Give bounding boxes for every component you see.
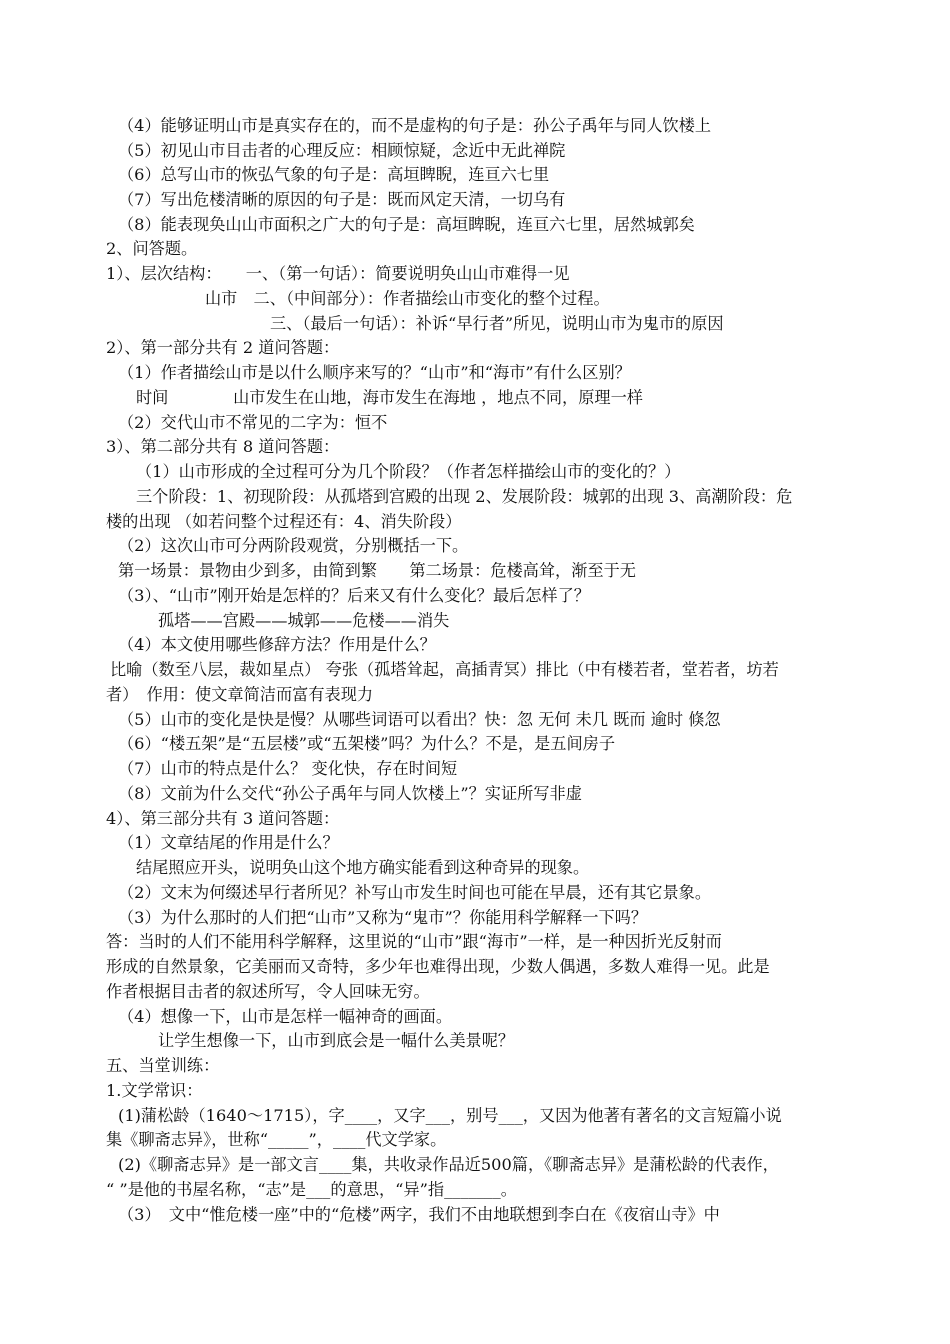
text-line: 作者根据目击者的叙述所写，令人回味无穷。 [106, 982, 430, 1001]
text-line: （5）初见山市目击者的心理反应：相顾惊疑，念近中无此禅院 [118, 141, 566, 160]
section-heading: 五、当堂训练： [106, 1056, 220, 1075]
text-line: （3） 文中“惟危楼一座”中的“危楼”两字，我们不由地联想到李白在《夜宿山寺》中 [118, 1205, 720, 1224]
text-line: （2）交代山市不常见的二字为：恒不 [118, 413, 388, 432]
text-line: （5）山市的变化是快是慢？从哪些词语可以看出？快：忽 无何 未几 既而 逾时 倏忽 [118, 710, 721, 729]
text-line: （3）为什么那时的人们把“山市”又称为“鬼市”？你能用科学解释一下吗？ [118, 908, 648, 927]
section-heading: 3）、第二部分共有 8 道问答题： [106, 437, 340, 456]
text-line: （6）总写山市的恢弘气象的句子是：高垣睥睨，连亘六七里 [118, 165, 550, 184]
text-line: “ ”是他的书屋名称，“志”是___的意思，“异”指_______。 [106, 1180, 517, 1199]
text-line: （2）文末为何缀述早行者所见？补写山市发生时间也可能在早晨，还有其它景象。 [118, 883, 712, 902]
text-line: （6）“楼五架”是“五层楼”或“五架楼”吗？为什么？不是，是五间房子 [118, 734, 616, 753]
text-line: （4）本文使用哪些修辞方法？作用是什么？ [118, 635, 436, 654]
text-line: 1）、层次结构： 一、（第一句话）：简要说明奂山山市难得一见 [106, 264, 570, 283]
text-line: （8）文前为什么交代“孙公子禹年与同人饮楼上”？实证所写非虚 [118, 784, 582, 803]
text-line: 结尾照应开头，说明奂山这个地方确实能看到这种奇异的现象。 [136, 858, 590, 877]
text-line: 让学生想像一下，山市到底会是一幅什么美景呢？ [158, 1031, 515, 1050]
text-line: （7）山市的特点是什么？ 变化快，存在时间短 [118, 759, 458, 778]
text-line: （4）能够证明山市是真实存在的，而不是虚构的句子是：孙公子禹年与同人饮楼上 [118, 116, 712, 135]
text-line: 孤塔——宫殿——城郭——危楼——消失 [158, 611, 450, 630]
text-line: （1）作者描绘山市是以什么顺序来写的？“山市”和“海市”有什么区别？ [118, 363, 631, 382]
text-line: 三个阶段：1、初现阶段：从孤塔到宫殿的出现 2、发展阶段：城郭的出现 3、高潮阶段：危 [136, 487, 793, 506]
text-line: 三、（最后一句话）：补诉“早行者”所见，说明山市为鬼市的原因 [270, 314, 724, 333]
text-line: （7）写出危楼清晰的原因的句子是：既而风定天清，一切乌有 [118, 190, 566, 209]
text-line: （8）能表现奂山山市面积之广大的句子是：高垣睥睨，连亘六七里，居然城郭矣 [118, 215, 695, 234]
section-heading: 1.文学常识： [106, 1081, 203, 1100]
text-line: 第一场景：景物由少到多，由简到繁 第二场景：危楼高耸，渐至于无 [118, 561, 636, 580]
text-line: 者） 作用：使文章简洁而富有表现力 [106, 685, 374, 704]
text-line: （1）山市形成的全过程可分为几个阶段？（作者怎样描绘山市的变化的？） [136, 462, 681, 481]
text-line: （4）想像一下，山市是怎样一幅神奇的画面。 [118, 1007, 453, 1026]
text-line: （3）、“山市”刚开始是怎样的？后来又有什么变化？最后怎样了？ [118, 586, 590, 605]
text-line: 比喻（数至八层，裁如星点） 夸张（孤塔耸起，高插青冥）排比（中有楼若者，堂若者，坊若 [110, 660, 779, 679]
text-line: 集《聊斋志异》，世称“_____”，____代文学家。 [106, 1130, 447, 1149]
section-heading: 2）、第一部分共有 2 道问答题： [106, 338, 340, 357]
text-line: 答：当时的人们不能用科学解释，这里说的“山市”跟“海市”一样，是一种因折光反射而 [106, 932, 722, 951]
text-line: 形成的自然景象，它美丽而又奇特，多少年也难得出现，少数人偶遇，多数人难得一见。此是 [106, 957, 770, 976]
text-line: (1)蒲松龄（1640～1715），字____，又字___，别号___，又因为他著有著名的文言短篇小说 [118, 1106, 782, 1125]
section-heading: 2、问答题。 [106, 239, 198, 258]
section-heading: 4）、第三部分共有 3 道问答题： [106, 809, 340, 828]
text-line: （2）这次山市可分两阶段观赏，分别概括一下。 [118, 536, 469, 555]
text-line: （1）文章结尾的作用是什么？ [118, 833, 339, 852]
text-line: 楼的出现 （如若问整个过程还有：4、消失阶段） [106, 512, 462, 531]
text-line: 山市 二、（中间部分）：作者描绘山市变化的整个过程。 [205, 289, 610, 308]
text-line: 时间 山市发生在山地，海市发生在海地 ，地点不同，原理一样 [136, 388, 643, 407]
text-line: (2)《聊斋志异》是一部文言____集，共收录作品近500篇，《聊斋志异》是蒲松龄的代表作， [118, 1155, 779, 1174]
